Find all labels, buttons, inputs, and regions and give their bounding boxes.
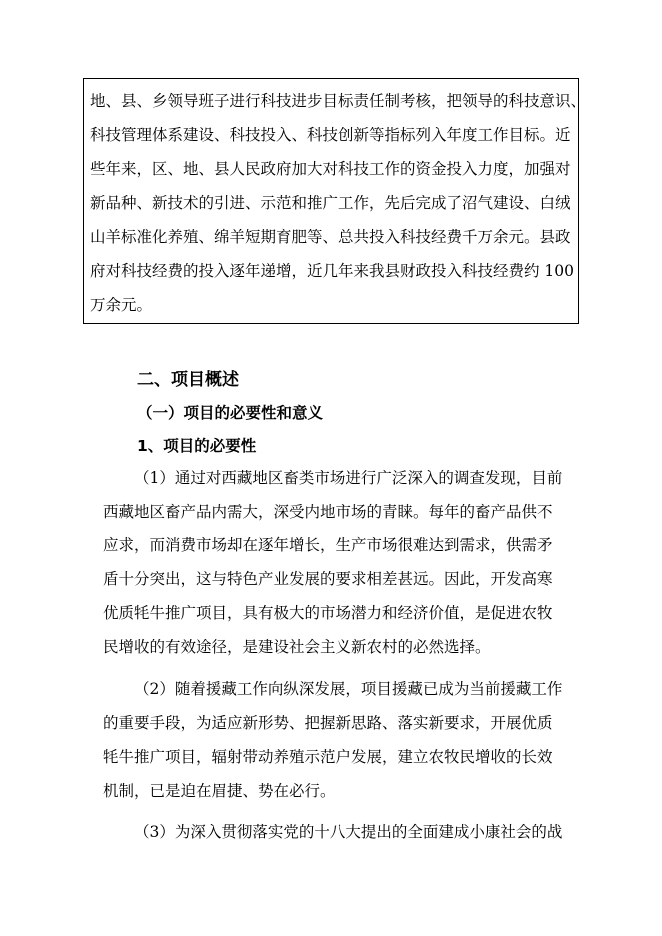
paragraph-line: 盾十分突出，这与特色产业发展的要求相差甚远。因此，开发高寒 bbox=[103, 570, 553, 588]
paragraph-line: （1）通过对西藏地区畜类市场进行广泛深入的调查发现，目前 bbox=[134, 469, 563, 487]
box-line: 山羊标准化养殖、绵羊短期育肥等、总共投入科技经费千万余元。县政 bbox=[90, 228, 571, 246]
paragraph-line: 的重要手段，为适应新形势、把握新思路、落实新要求，开展优质 bbox=[103, 714, 553, 732]
box-line: 科技管理体系建设、科技投入、科技创新等指标列入年度工作目标。近 bbox=[90, 126, 571, 144]
paragraph-line: 西藏地区畜产品内需大，深受内地市场的青睐。每年的畜产品供不 bbox=[103, 503, 553, 521]
paragraph-line: 牦牛推广项目，辐射带动养殖示范户发展，建立农牧民增收的长效 bbox=[103, 748, 553, 766]
paragraph-line: （2）随着援藏工作向纵深发展，项目援藏已成为当前援藏工作 bbox=[134, 680, 563, 698]
paragraph-line: 机制，已是迫在眉捷、势在必行。 bbox=[103, 782, 336, 800]
box-line: 地、县、乡领导班子进行科技进步目标责任制考核，把领导的科技意识、 bbox=[90, 92, 587, 110]
paragraph-line: 优质牦牛推广项目，具有极大的市场潜力和经济价值，是促进农牧 bbox=[103, 604, 553, 622]
box-line: 些年来，区、地、县人民政府加大对科技工作的资金投入力度，加强对 bbox=[90, 160, 571, 178]
paragraph-line: （3）为深入贯彻落实党的十八大提出的全面建成小康社会的战 bbox=[134, 823, 563, 841]
subsection-heading: （一）项目的必要性和意义 bbox=[137, 404, 324, 422]
paragraph-line: 民增收的有效途径，是建设社会主义新农村的必然选择。 bbox=[103, 638, 491, 656]
box-line: 府对科技经费的投入逐年递增，近几年来我县财政投入科技经费约 100 bbox=[90, 262, 575, 280]
section-heading: 二、项目概述 bbox=[137, 370, 239, 390]
bordered-text-box bbox=[83, 78, 587, 324]
box-line: 新品种、新技术的引进、示范和推广工作，先后完成了沼气建设、白绒 bbox=[90, 194, 571, 212]
item-heading: 1、项目的必要性 bbox=[137, 437, 257, 455]
paragraph-line: 应求，而消费市场却在逐年增长，生产市场很难达到需求，供需矛 bbox=[103, 536, 553, 554]
box-line: 万余元。 bbox=[90, 296, 153, 314]
